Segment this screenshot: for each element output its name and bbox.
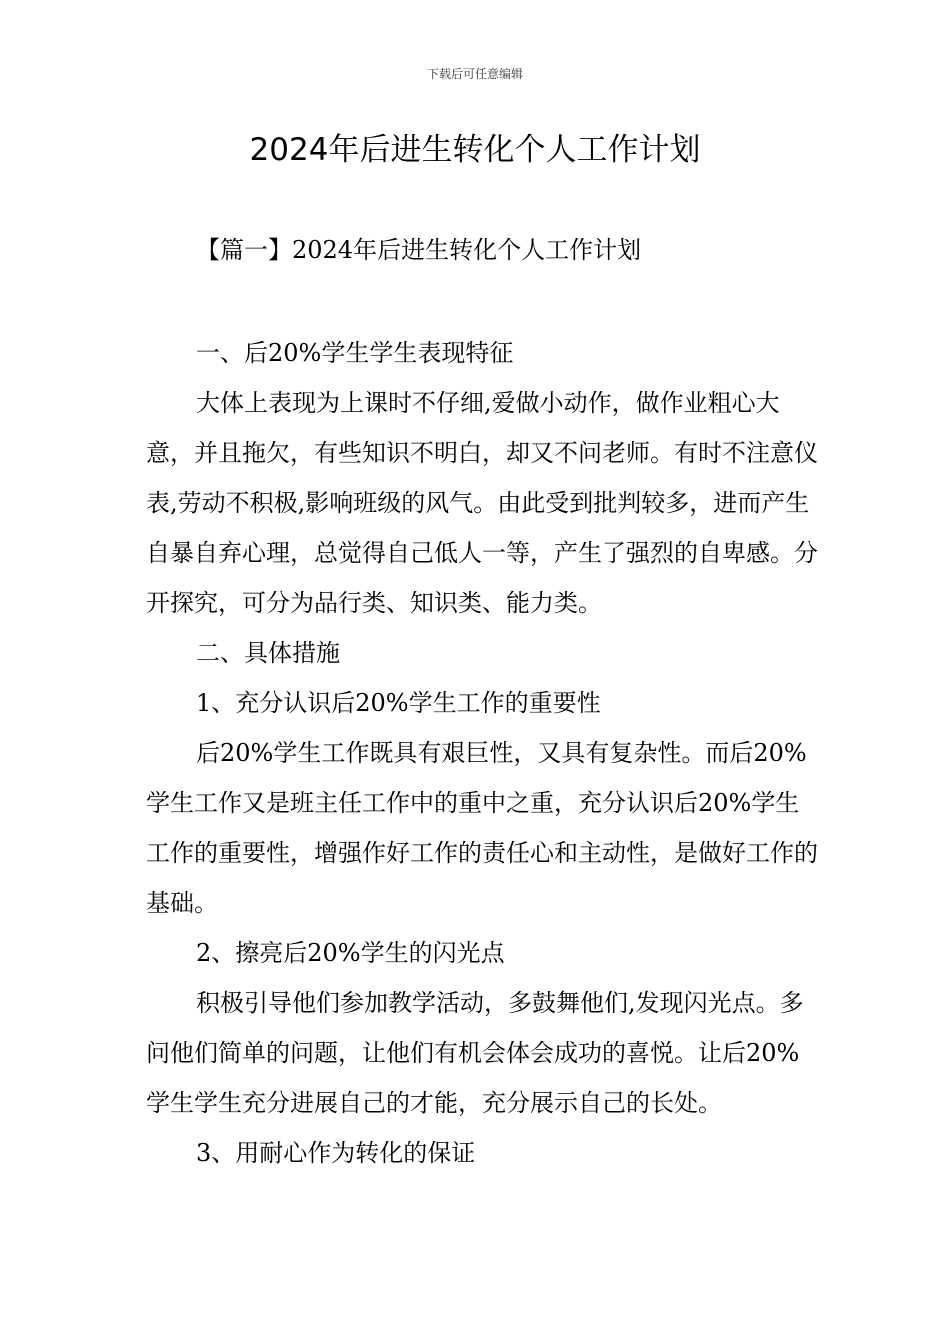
section-title: 【篇一】2024年后进生转化个人工作计划 xyxy=(196,236,642,264)
document-title: 2024年后进生转化个人工作计划 xyxy=(249,132,701,168)
body-text xyxy=(146,328,822,1178)
paragraph-characteristics: 大体上表现为上课时不仔细,爱做小动作，做作业粗心大意，并且拖欠，有些知识不明白，却又不问老师。有时不注意仪表,劳动不积极,影响班级的风气。由此受到批判较多，进而产生自暴自弃心理，总觉得自己低人一等，产生了强烈的自卑感。分开探究，可分为品行类、知识类、能力类。 xyxy=(146,389,818,617)
heading-characteristics: 一、后20%学生学生表现特征 xyxy=(196,339,514,367)
subheading-patience: 3、用耐心作为转化的保证 xyxy=(196,1139,476,1167)
header-note: 下载后可任意编辑 xyxy=(426,67,523,81)
subheading-importance: 1、充分认识后20%学生工作的重要性 xyxy=(196,689,601,717)
paragraph-highlights: 积极引导他们参加教学活动，多鼓舞他们,发现闪光点。多问他们简单的问题，让他们有机会体会成功的喜悦。让后20%学生学生充分进展自己的才能，充分展示自己的长处。 xyxy=(146,989,804,1117)
heading-measures: 二、具体措施 xyxy=(196,639,340,667)
paragraph-importance: 后20%学生工作既具有艰巨性，又具有复杂性。而后20%学生工作又是班主任工作中的重中之重，充分认识后20%学生工作的重要性，增强作好工作的责任心和主动性，是做好工作的基础。 xyxy=(146,739,818,917)
subheading-highlights: 2、擦亮后20%学生的闪光点 xyxy=(196,939,505,967)
